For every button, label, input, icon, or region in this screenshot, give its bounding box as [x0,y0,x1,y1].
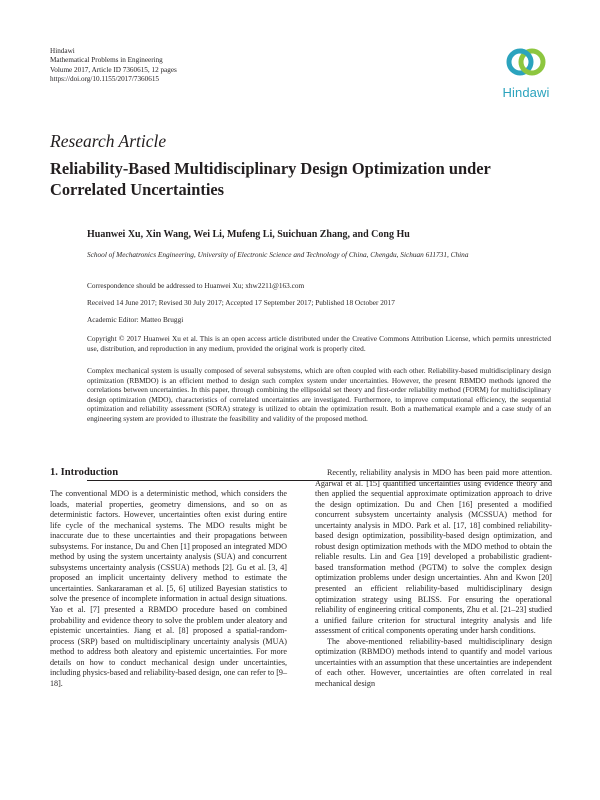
journal-header [50,47,177,85]
journal-name: Mathematical Problems in Engineering [50,56,163,65]
academic-editor: Academic Editor: Matteo Bruggi [87,315,184,324]
author-list: Huanwei Xu, Xin Wang, Wei Li, Mufeng Li, Suichuan Zhang, and Cong Hu [87,229,410,240]
intro-paragraph-3: The above-mentioned reliability-based multidisciplinary design optimization (RBMDO) methods intend to quantify and model various uncertainties with an assumption that these uncertainties are independent of each other. However, uncertainties are often correlated in real mechanical design [315,636,552,688]
article-title: Reliability-Based Multidisciplinary Design Optimization under Correlated Uncertainties [50,159,491,199]
publisher-name: Hindawi [50,47,75,55]
article-type: Research Article [50,131,167,151]
section-heading-introduction: 1. Introduction [50,467,119,478]
hindawi-logo [493,40,559,108]
hindawi-wordmark: Hindawi [502,85,550,100]
doi-link[interactable]: https://doi.org/10.1155/2017/7360615 [50,75,160,84]
affiliation: School of Mechatronics Engineering, University of Electronic Science and Technology of China, Chengdu, Sichuan 611731, China [87,250,469,259]
copyright-notice: Copyright © 2017 Huanwei Xu et al. This is an open access article distributed under the Creative Commons Attribution License, which permits unrestricted use, distribution, and reproduction in any medium, provided the original work is properly cited. [87,334,551,353]
publication-dates: Received 14 June 2017; Revised 30 July 2017; Accepted 17 September 2017; Published 18 October 2017 [87,298,395,307]
right-column [315,468,552,689]
correspondence-line: Correspondence should be addressed to Huanwei Xu; xhw2211@163.com [87,281,305,290]
intro-paragraph-2: Recently, reliability analysis in MDO has been paid more attention. Agarwal et al. [15] quantified uncertainties using evidence theory and then applied the sequential approximate optimization approach to drive the design optimization. Du and Chen [16] presented a modified concurrent subsystem uncertainty analysis (MCSSUA) method for uncertainty analysis in MDO. Park et al. [17, 18] combined reliability-based design optimization, possibility-based design optimization, and robust design optimization methods with the MDO method to obtain the reliable results. Lin and Gea [19] developed a probabilistic gradient-based transformation method (PGTM) to solve the complex design optimization problems under design uncertainties. Ahn and Kwon [20] presented an efficient reliability-based multidisciplinary design optimization strategy using BLISS. For ensuring the operational reliability of engineering critical components, Zhu et al. [21–23] studied a unified failure criterion for structural integrity analysis and life assessment of critical components operating under harsh conditions. [315,468,552,636]
abstract: Complex mechanical system is usually composed of several subsystems, which are often coupled with each other. Reliability-based multidisciplinary design optimization (RBMDO) is an efficient method to design such complex system under uncertainties. However, the present RBMDO methods ignored the correlations between uncertainties. In this paper, through combining the ellipsoidal set theory and first-order reliability method (FORM) for multidisciplinary design optimization (MDO), characteristics of correlated uncertainties are investigated. Furthermore, to improve computational efficiency, the sequential optimization and reliability assessment (SORA) strategy is utilized to obtain the optimization result. Both a mathematical example and a case study of an engineering system are provided to illustrate the feasibility and validity of the proposed method. [87,366,551,423]
intro-paragraph-1: The conventional MDO is a deterministic method, which considers the loads, material properties, geometry dimensions, and so on as deterministic factors. However, uncertainties often exist during entire life cycle of the mechanical systems. The MDO results might be inaccurate due to these uncertainties and their propagations between subsystems. For instance, Du and Chen [1] proposed an integrated MDO method by using the system uncertainty analysis (SUA) and concurrent subsystems uncertainty analysis (CSSUA) methods [2]. Gu et al. [3, 4] proposed an implicit uncertainty delivery method to estimate the uncertainties. Sankararaman et al. [5, 6] utilized Bayesian statistics to solve the presence of incomplete information in actual design situations. Yao et al. [7] presented a RBMDO procedure based on combined probability and evidence theory to solve the problem under aleatory and epistemic uncertainties. Jiang et al. [8] proposed a spatial-random-process (SRP) based on multidisciplinary uncertainty analysis (MUA) method to address both aleatory and epistemic uncertainties. For more details on how to conduct mechanical design under uncertainties, including physics-based and reliability-based design, one can refer to [9–18]. [50,489,287,688]
left-column [50,489,287,689]
volume-info: Volume 2017, Article ID 7360615, 12 pages [50,65,177,74]
interlocking-rings-icon [504,40,548,84]
